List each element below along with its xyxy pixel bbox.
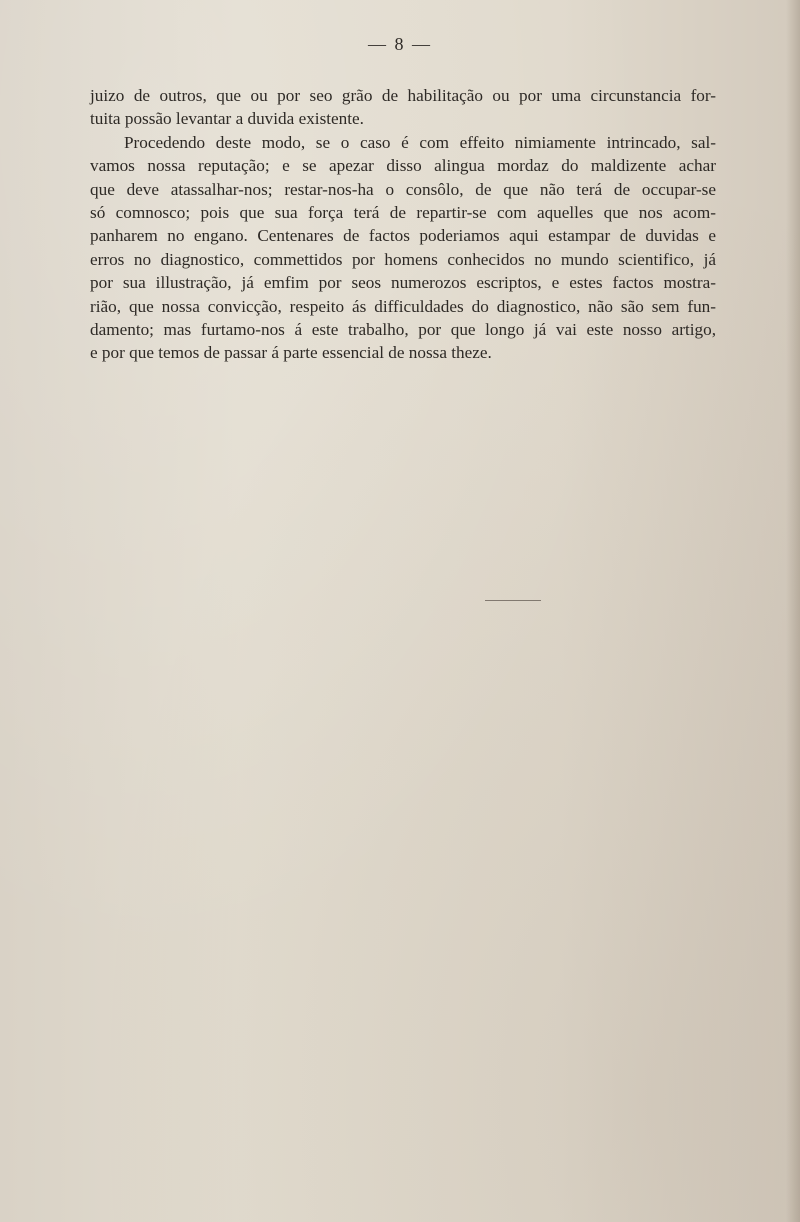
section-divider-rule [485,600,541,601]
page-number: — 8 — [368,34,432,54]
text-line: rião, que nossa convicção, respeito ás difficuldades do diagnostico, não são sem fun- [90,296,716,316]
text-line: panharem no engano. Centenares de factos poderiamos aqui estampar de duvidas e [90,226,716,246]
text-line: que deve atassalhar-nos; restar-nos-ha o consôlo, de que não terá de occupar-se [90,179,716,199]
text-line: tuita possão levantar a duvida existente. [90,109,364,129]
text-line: vamos nossa reputação; e se apezar disso alingua mordaz do maldizente achar [90,156,716,176]
paragraph-start-line: Procedendo deste modo, se o caso é com effeito nimiamente intrincado, sal- [124,132,716,152]
text-line: juizo de outros, que ou por seo grão de habilitação ou por uma circunstancia for- [90,86,716,105]
text-line: erros no diagnostico, commettidos por homens conhecidos no mundo scientifico, já [90,249,716,269]
body-text [90,84,716,365]
text-line: e por que temos de passar á parte essencial de nossa theze. [90,343,492,363]
page-edge-shadow [786,0,800,1222]
text-line: só comnosco; pois que sua força terá de repartir-se com aquelles que nos acom- [90,203,716,223]
text-line: por sua illustração, já emfim por seos numerozos escriptos, e estes factos mostra- [90,273,716,293]
text-line: damento; mas furtamo-nos á este trabalho, por que longo já vai este nosso artigo, [90,320,716,340]
